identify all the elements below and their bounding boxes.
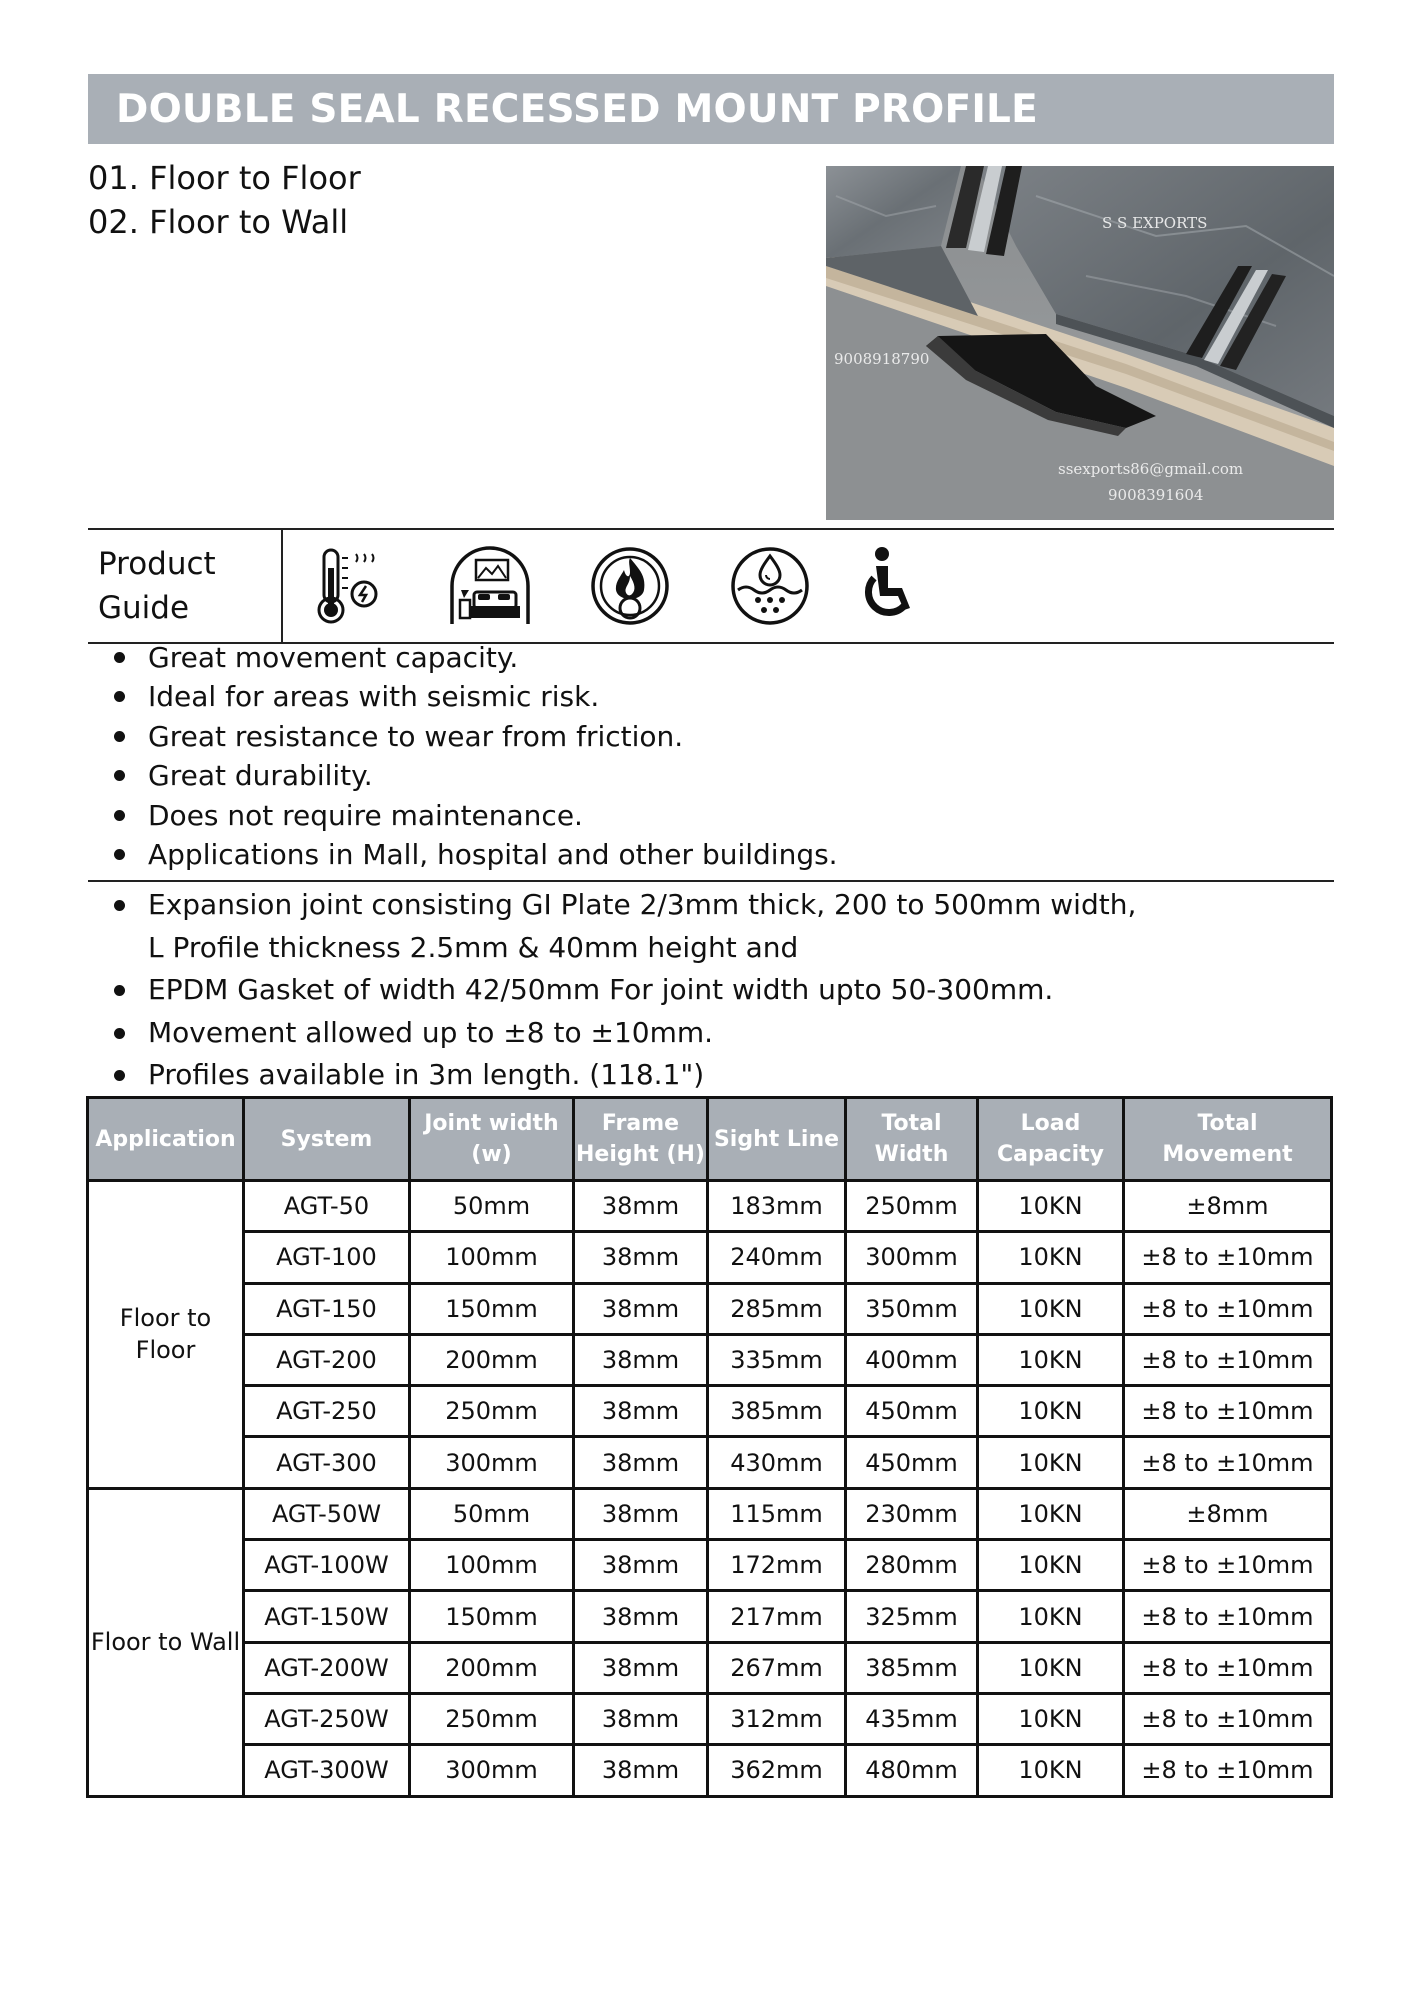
table-row	[88, 1488, 1332, 1539]
watermark-phone-2: 9008391604	[1108, 486, 1204, 504]
application-item: 02. Floor to Wall	[88, 203, 349, 241]
bedroom-icon	[448, 544, 532, 628]
table-row	[88, 1283, 1332, 1334]
table-cell: 38mm	[574, 1181, 708, 1232]
application-cell-line: Floor to Wall	[90, 1628, 241, 1657]
table-cell: 450mm	[846, 1386, 978, 1437]
table-cell: 362mm	[708, 1745, 846, 1796]
table-cell: 38mm	[574, 1591, 708, 1642]
table-cell: 150mm	[410, 1591, 574, 1642]
table-cell: 10KN	[978, 1232, 1124, 1283]
product-guide-label-line: Product	[98, 546, 216, 582]
table-row	[88, 1181, 1332, 1232]
table-cell: AGT-300	[244, 1437, 410, 1488]
product-guide-label	[88, 530, 283, 642]
table-cell: 38mm	[574, 1745, 708, 1796]
table-cell: ±8 to ±10mm	[1124, 1540, 1332, 1591]
product-render-image	[826, 166, 1334, 520]
feature-list	[88, 638, 838, 874]
specification-table	[86, 1096, 1333, 1798]
table-cell: AGT-100W	[244, 1540, 410, 1591]
table-cell: 300mm	[410, 1745, 574, 1796]
thermometer-icon	[308, 544, 392, 628]
feature-item: Applications in Mall, hospital and other buildings.	[88, 835, 838, 874]
table-cell: 385mm	[846, 1642, 978, 1693]
table-cell: ±8mm	[1124, 1181, 1332, 1232]
table-cell: ±8 to ±10mm	[1124, 1437, 1332, 1488]
table-cell: 285mm	[708, 1283, 846, 1334]
feature-item: Ideal for areas with seismic risk.	[88, 677, 838, 716]
spec-item: Movement allowed up to ±8 to ±10mm.	[88, 1012, 1136, 1055]
table-cell: 230mm	[846, 1488, 978, 1539]
table-cell: 280mm	[846, 1540, 978, 1591]
application-cell	[88, 1488, 244, 1796]
section-divider	[88, 880, 1334, 882]
table-cell: AGT-50W	[244, 1488, 410, 1539]
table-cell: 335mm	[708, 1334, 846, 1385]
table-cell: 400mm	[846, 1334, 978, 1385]
feature-item: Great durability.	[88, 756, 838, 795]
col-header-total-width: Total Width	[846, 1098, 978, 1181]
table-cell: 250mm	[410, 1693, 574, 1744]
table-cell: 10KN	[978, 1540, 1124, 1591]
table-cell: 10KN	[978, 1437, 1124, 1488]
watermark-email: ssexports86@gmail.com	[1058, 460, 1244, 478]
table-cell: 172mm	[708, 1540, 846, 1591]
table-cell: ±8 to ±10mm	[1124, 1745, 1332, 1796]
feature-item: Great movement capacity.	[88, 638, 838, 677]
table-cell: 200mm	[410, 1642, 574, 1693]
table-row	[88, 1693, 1332, 1744]
table-cell: 10KN	[978, 1693, 1124, 1744]
table-cell: 50mm	[410, 1488, 574, 1539]
table-cell: AGT-50	[244, 1181, 410, 1232]
col-header-total-movement: Total Movement	[1124, 1098, 1332, 1181]
col-header-application: Application	[88, 1098, 244, 1181]
table-cell: 38mm	[574, 1488, 708, 1539]
product-guide-label-line: Guide	[98, 590, 190, 626]
table-cell: 300mm	[846, 1232, 978, 1283]
table-cell: 38mm	[574, 1386, 708, 1437]
table-cell: ±8 to ±10mm	[1124, 1283, 1332, 1334]
col-header-frame-height: Frame Height (H)	[574, 1098, 708, 1181]
table-cell: 200mm	[410, 1334, 574, 1385]
table-cell: 267mm	[708, 1642, 846, 1693]
table-cell: 10KN	[978, 1334, 1124, 1385]
table-cell: AGT-250W	[244, 1693, 410, 1744]
table-row	[88, 1437, 1332, 1488]
table-cell: 435mm	[846, 1693, 978, 1744]
table-cell: 250mm	[410, 1386, 574, 1437]
table-cell: 430mm	[708, 1437, 846, 1488]
col-header-joint-width: Joint width (w)	[410, 1098, 574, 1181]
waterproof-icon	[728, 544, 812, 628]
table-cell: 300mm	[410, 1437, 574, 1488]
spec-item: Expansion joint consisting GI Plate 2/3mm thick, 200 to 500mm width,	[88, 884, 1136, 927]
table-cell: ±8 to ±10mm	[1124, 1386, 1332, 1437]
table-row	[88, 1540, 1332, 1591]
table-cell: 38mm	[574, 1283, 708, 1334]
table-cell: 350mm	[846, 1283, 978, 1334]
table-cell: 100mm	[410, 1540, 574, 1591]
application-cell-line: Floor	[135, 1336, 196, 1365]
table-cell: 325mm	[846, 1591, 978, 1642]
table-cell: 10KN	[978, 1745, 1124, 1796]
table-header-row	[88, 1098, 1332, 1181]
table-cell: 10KN	[978, 1181, 1124, 1232]
feature-item: Does not require maintenance.	[88, 796, 838, 835]
table-cell: ±8mm	[1124, 1488, 1332, 1539]
table-cell: 10KN	[978, 1488, 1124, 1539]
table-cell: ±8 to ±10mm	[1124, 1334, 1332, 1385]
table-cell: AGT-200	[244, 1334, 410, 1385]
table-cell: AGT-200W	[244, 1642, 410, 1693]
product-guide	[88, 528, 1334, 644]
table-body	[88, 1181, 1332, 1797]
table-cell: 10KN	[978, 1283, 1124, 1334]
table-cell: ±8 to ±10mm	[1124, 1642, 1332, 1693]
table-cell: 38mm	[574, 1232, 708, 1283]
table-cell: 10KN	[978, 1386, 1124, 1437]
wheelchair-accessible-icon	[848, 544, 932, 628]
table-cell: AGT-150	[244, 1283, 410, 1334]
table-row	[88, 1386, 1332, 1437]
table-cell: 38mm	[574, 1693, 708, 1744]
table-cell: 38mm	[574, 1642, 708, 1693]
spec-item-continuation: L Profile thickness 2.5mm & 40mm height and	[148, 930, 799, 964]
table-cell: 450mm	[846, 1437, 978, 1488]
table-cell: AGT-150W	[244, 1591, 410, 1642]
application-item: 01. Floor to Floor	[88, 159, 361, 197]
table-cell: 480mm	[846, 1745, 978, 1796]
table-cell: 217mm	[708, 1591, 846, 1642]
table-cell: ±8 to ±10mm	[1124, 1693, 1332, 1744]
table-cell: 312mm	[708, 1693, 846, 1744]
table-cell: ±8 to ±10mm	[1124, 1232, 1332, 1283]
table-cell: 38mm	[574, 1334, 708, 1385]
spec-list	[88, 884, 1136, 1097]
col-header-load-capacity: Load Capacity	[978, 1098, 1124, 1181]
page-title: DOUBLE SEAL RECESSED MOUNT PROFILE	[116, 86, 1038, 132]
title-banner	[88, 74, 1334, 144]
col-header-sight-line: Sight Line	[708, 1098, 846, 1181]
spec-item: EPDM Gasket of width 42/50mm For joint width upto 50-300mm.	[88, 969, 1136, 1012]
application-cell	[88, 1181, 244, 1489]
table-row	[88, 1232, 1332, 1283]
table-cell: AGT-100	[244, 1232, 410, 1283]
table-cell: AGT-250	[244, 1386, 410, 1437]
applications-list	[88, 156, 361, 244]
table-cell: 183mm	[708, 1181, 846, 1232]
table-cell: ±8 to ±10mm	[1124, 1591, 1332, 1642]
spec-item: Profiles available in 3m length. (118.1")	[88, 1054, 1136, 1097]
table-cell: 115mm	[708, 1488, 846, 1539]
table-cell: 38mm	[574, 1437, 708, 1488]
col-header-system: System	[244, 1098, 410, 1181]
table-cell: 38mm	[574, 1540, 708, 1591]
table-row	[88, 1745, 1332, 1796]
table-cell: 150mm	[410, 1283, 574, 1334]
fire-resistance-icon	[588, 544, 672, 628]
table-cell: 10KN	[978, 1642, 1124, 1693]
table-cell: 50mm	[410, 1181, 574, 1232]
table-row	[88, 1591, 1332, 1642]
feature-item: Great resistance to wear from friction.	[88, 717, 838, 756]
table-cell: AGT-300W	[244, 1745, 410, 1796]
table-cell: 385mm	[708, 1386, 846, 1437]
watermark-phone-1: 9008918790	[834, 350, 930, 368]
table-cell: 100mm	[410, 1232, 574, 1283]
table-cell: 10KN	[978, 1591, 1124, 1642]
table-row	[88, 1334, 1332, 1385]
table-cell: 240mm	[708, 1232, 846, 1283]
watermark-company: S S EXPORTS	[1102, 214, 1208, 232]
table-row	[88, 1642, 1332, 1693]
table-cell: 250mm	[846, 1181, 978, 1232]
application-cell-line: Floor to	[119, 1304, 212, 1333]
